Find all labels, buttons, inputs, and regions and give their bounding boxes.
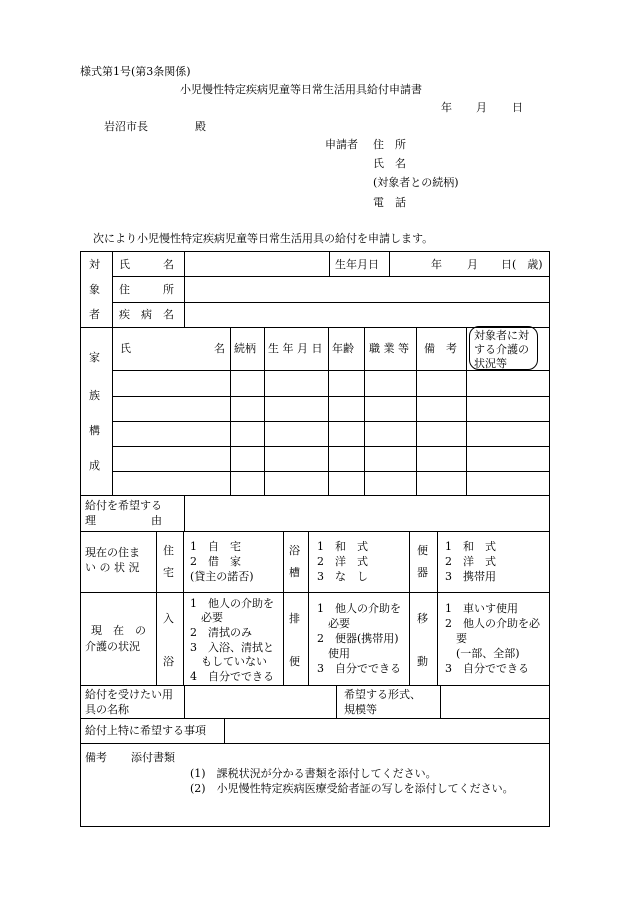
table-rule-vertical — [329, 251, 330, 276]
family-header-age: 年齢 — [332, 342, 354, 355]
notes-item-2: (2) 小児慢性特定疾病医療受給者証の写しを添付してください。 — [190, 782, 514, 795]
subject-side-1: 対 — [89, 258, 100, 271]
form-number: 様式第1号(第3条関係) — [80, 65, 191, 78]
subject-birth-day-age: 日( 歳) — [501, 258, 543, 271]
care-excretion-2: 便 — [289, 655, 300, 668]
table-rule-vertical — [466, 327, 467, 495]
table-rule-vertical — [440, 685, 441, 718]
applicant-label: 申請者 — [325, 138, 358, 151]
family-side-4: 成 — [89, 459, 100, 472]
care-excretion-option-1: 1 他人の介助を — [317, 602, 401, 615]
intro-text: 次により小児慢性特定疾病児童等日常生活用具の給付を申請します。 — [93, 232, 434, 245]
table-rule-vertical — [328, 327, 329, 495]
table-rule-vertical — [184, 495, 185, 531]
reason-label-2: 理 由 — [85, 514, 162, 527]
table-rule-horizontal — [112, 276, 550, 277]
table-rule-vertical — [112, 251, 113, 495]
table-rule-horizontal — [80, 531, 550, 532]
table-rule-horizontal — [112, 471, 550, 472]
table-rule-vertical — [230, 327, 231, 495]
notes-attach-label: 添付書類 — [131, 751, 175, 764]
family-side-3: 構 — [89, 424, 100, 437]
item-label-2: 具の名称 — [85, 703, 129, 716]
form-title: 小児慢性特定疾病児童等日常生活用具給付申請書 — [180, 83, 422, 96]
housing-home-option-2: 2 借 家 — [190, 555, 241, 568]
housing-toilet-1: 便 — [417, 544, 428, 557]
housing-label-1: 現在の住ま — [85, 546, 140, 559]
family-care-note: 対象者に対する介護の状況等 — [469, 326, 538, 370]
table-rule-horizontal — [112, 302, 550, 303]
subject-address-label: 住 所 — [119, 283, 174, 296]
care-excretion-option-4: 使用 — [317, 647, 350, 660]
family-header-relation: 続柄 — [234, 342, 256, 355]
family-header-job: 職 業 等 — [369, 342, 409, 355]
table-rule-horizontal — [112, 446, 550, 447]
family-side-2: 族 — [89, 389, 100, 402]
housing-toilet-2: 器 — [417, 566, 428, 579]
applicant-phone-label: 電 話 — [373, 196, 406, 209]
applicant-address-label: 住 所 — [373, 138, 406, 151]
subject-disease-label: 疾 病 名 — [119, 308, 174, 321]
table-rule-vertical — [389, 251, 390, 276]
family-header-birth: 生 年 月 日 — [268, 342, 323, 355]
table-rule-vertical — [184, 685, 185, 718]
care-mobility-option-1: 1 車いす使用 — [445, 602, 518, 615]
subject-name-label: 氏 名 — [119, 258, 174, 271]
table-rule-vertical — [364, 327, 365, 495]
date-day-label: 日 — [512, 101, 523, 114]
table-rule-horizontal — [112, 421, 550, 422]
housing-home-1: 住 — [163, 544, 174, 557]
housing-toilet-option-2: 2 洋 式 — [445, 555, 496, 568]
care-bathing-option-2: 必要 — [190, 611, 223, 624]
table-rule-horizontal — [112, 396, 550, 397]
item-form-label-2: 規模等 — [344, 703, 377, 716]
care-bathing-option-4: 3 入浴、清拭と — [190, 641, 274, 654]
table-rule-horizontal — [80, 592, 550, 593]
subject-birth-label: 生年月日 — [335, 258, 379, 271]
applicant-relation-label: (対象者との続柄) — [373, 176, 459, 189]
family-header-name-1: 氏 — [120, 342, 131, 355]
notes-item-1: (1) 課税状況が分かる書類を添付してください。 — [190, 767, 437, 780]
care-mobility-option-4: (一部、全部) — [445, 647, 520, 660]
housing-toilet-option-1: 1 和 式 — [445, 540, 496, 553]
applicant-name-label: 氏 名 — [373, 157, 406, 170]
care-mobility-option-2: 2 他人の介助を必 — [445, 617, 540, 630]
table-rule-horizontal — [80, 685, 550, 686]
housing-label-2: い の 状 況 — [85, 561, 140, 574]
care-label-1: 現 在 の — [91, 624, 146, 637]
table-rule-vertical — [283, 531, 284, 685]
family-header-name-2: 名 — [214, 342, 225, 355]
care-excretion-option-2: 必要 — [317, 617, 350, 630]
subject-side-2: 象 — [89, 283, 100, 296]
honorific: 殿 — [195, 120, 206, 133]
housing-home-option-1: 1 自 宅 — [190, 540, 241, 553]
family-header-remarks: 備 考 — [424, 342, 457, 355]
housing-bath-2: 槽 — [289, 566, 300, 579]
care-bathing-option-5: もしていない — [190, 655, 267, 668]
care-bathing-option-3: 2 清拭のみ — [190, 626, 252, 639]
housing-toilet-option-3: 3 携帯用 — [445, 570, 496, 583]
table-rule-vertical — [184, 251, 185, 327]
table-rule-horizontal — [80, 743, 550, 744]
table-rule-vertical — [224, 718, 225, 743]
care-label-2: 介護の状況 — [85, 640, 140, 653]
care-excretion-option-5: 3 自分でできる — [317, 662, 401, 675]
care-mobility-2: 動 — [417, 655, 428, 668]
table-rule-vertical — [264, 327, 265, 495]
date-year-label: 年 — [441, 101, 452, 114]
housing-bath-1: 浴 — [289, 544, 300, 557]
item-label-1: 給付を受けたい用 — [85, 688, 173, 701]
care-bathing-1: 入 — [163, 612, 174, 625]
date-month-label: 月 — [476, 101, 487, 114]
item-form-label-1: 希望する形式、 — [344, 688, 421, 701]
subject-birth-month: 月 — [467, 258, 478, 271]
care-bathing-option-6: 4 自分でできる — [190, 670, 274, 683]
care-excretion-1: 排 — [289, 612, 300, 625]
table-rule-vertical — [183, 531, 184, 685]
care-mobility-option-3: 要 — [445, 632, 467, 645]
table-rule-horizontal — [112, 370, 550, 371]
care-excretion-option-3: 2 便器(携帯用) — [317, 632, 399, 645]
subject-birth-year: 年 — [431, 258, 442, 271]
table-rule-vertical — [156, 531, 157, 685]
addressee: 岩沼市長 — [104, 120, 148, 133]
table-rule-horizontal — [80, 495, 550, 496]
table-rule-vertical — [409, 531, 410, 685]
subject-side-3: 者 — [89, 308, 100, 321]
table-rule-vertical — [336, 685, 337, 718]
care-mobility-1: 移 — [417, 612, 428, 625]
housing-bath-option-1: 1 和 式 — [317, 540, 368, 553]
table-rule-vertical — [437, 531, 438, 685]
housing-bath-option-2: 2 洋 式 — [317, 555, 368, 568]
housing-bath-option-3: 3 な し — [317, 570, 368, 583]
housing-home-2: 宅 — [163, 566, 174, 579]
housing-home-option-3: (貸主の諾否) — [190, 570, 254, 583]
table-rule-horizontal — [80, 718, 550, 719]
family-side-1: 家 — [89, 351, 100, 364]
table-rule-vertical — [416, 327, 417, 495]
special-requests-label: 給付上特に希望する事項 — [85, 724, 206, 737]
reason-label-1: 給付を希望する — [85, 499, 162, 512]
notes-label: 備考 — [85, 751, 107, 764]
care-mobility-option-5: 3 自分でできる — [445, 662, 529, 675]
care-bathing-option-1: 1 他人の介助を — [190, 597, 274, 610]
care-bathing-2: 浴 — [163, 655, 174, 668]
table-rule-vertical — [308, 531, 309, 685]
